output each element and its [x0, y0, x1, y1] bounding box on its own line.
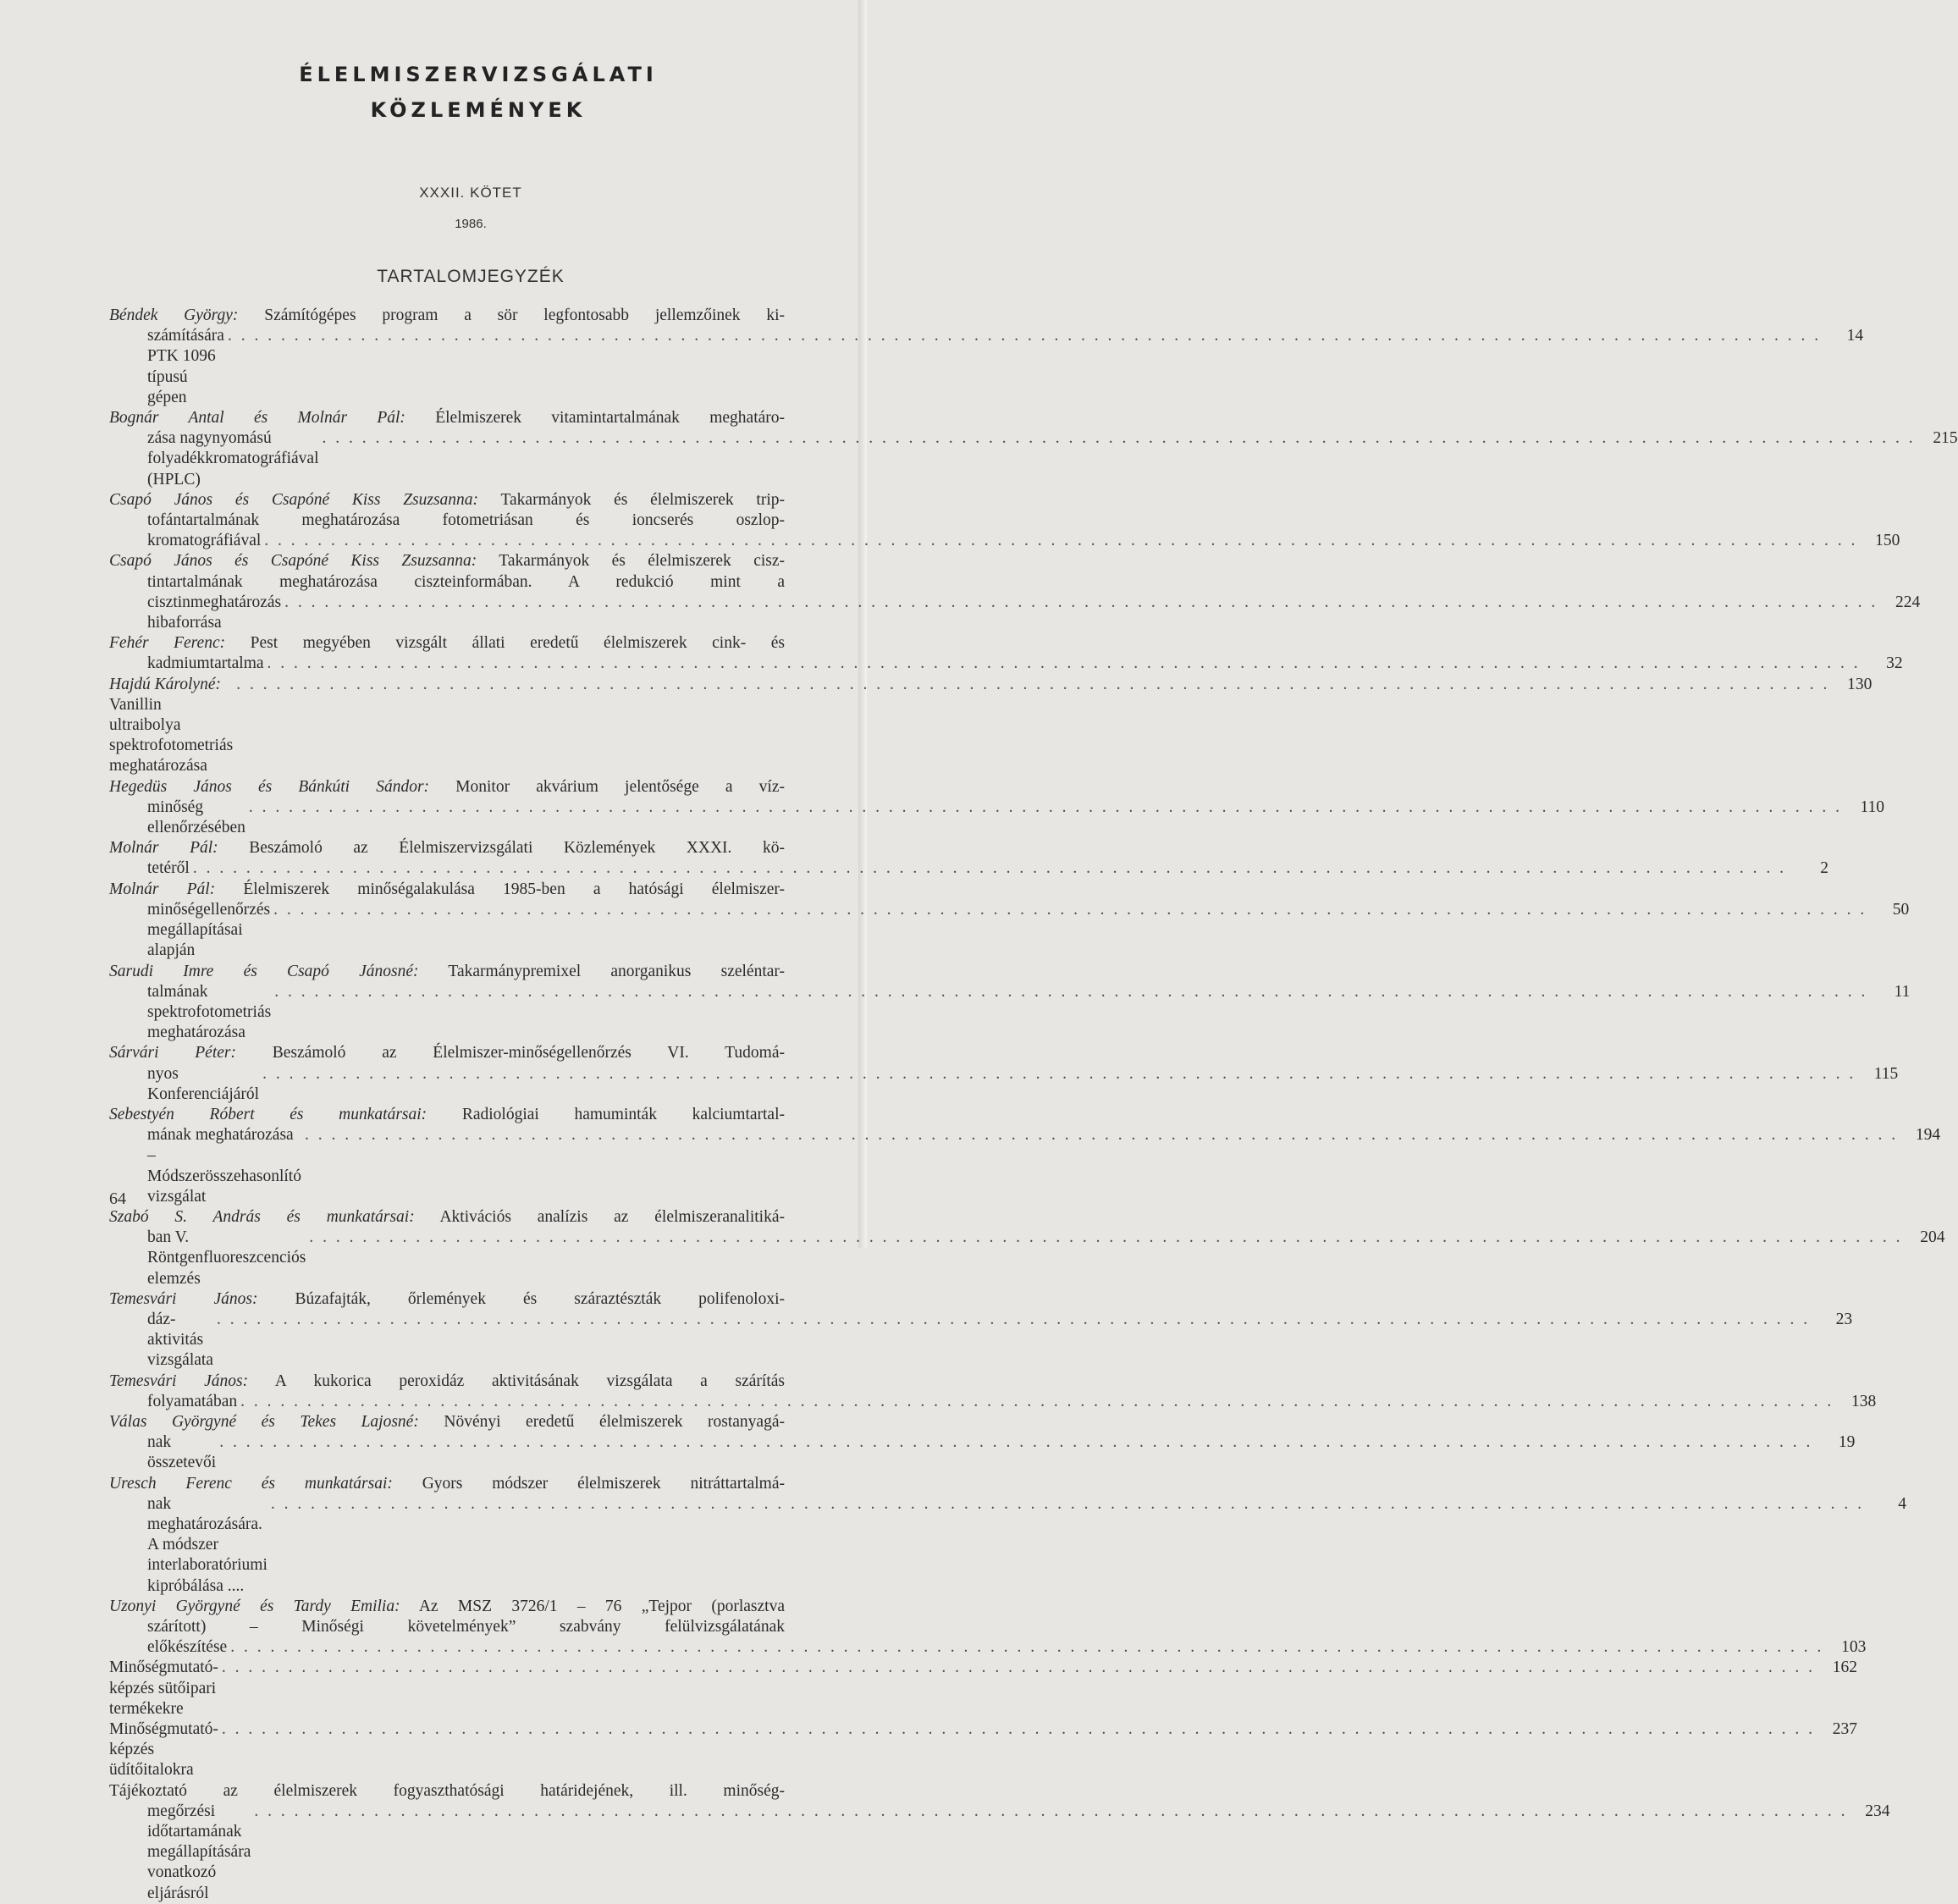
dot-leader: . . . . . . . . . . . . . . . . . . . . . . . . . . . . . . . . . . . . . . . . . . . . . . . . . . . . . . . . . . . . . . . . . . . . . . . . . . . . . . . . . . . . . . . . . . . . . . . . . . . . . . . . . . . . . . . . . . . . . . . . — [236, 675, 1830, 693]
toc-entry — [109, 880, 1910, 962]
toc-entry-line — [109, 777, 847, 797]
entry-title-continuation: tetéről — [147, 859, 190, 878]
entry-title-continuation: nak összetevői — [147, 1433, 217, 1472]
dot-leader: . . . . . . . . . . . . . . . . . . . . . . . . . . . . . . . . . . . . . . . . . . . . . . . . . . . . . . . . . . . . . . . . . . . . . . . . . . . . . . . . . . . . . . . . . . . . . . . . . . . . . . . . . . . . . . . . . . . . . . . . — [219, 1433, 1813, 1452]
toc-entry-line — [109, 1432, 1856, 1473]
dot-leader: . . . . . . . . . . . . . . . . . . . . . . . . . . . . . . . . . . . . . . . . . . . . . . . . . . . . . . . . . . . . . . . . . . . . . . . . . . . . . . . . . . . . . . . . . . . . . . . . . . . . . . . . . . . . . . . . . . . . . . . . — [221, 1658, 1816, 1677]
volume-label: XXXII. KÖTET — [419, 185, 522, 201]
toc-entry-line — [109, 1802, 1890, 1904]
entry-title-continuation: nak meghatározására. A módszer interlaboratóriumi kipróbálása .... — [147, 1494, 268, 1595]
entry-page-number: 138 — [1851, 1392, 1877, 1410]
toc-entry-line — [109, 531, 1900, 551]
dot-leader: . . . . . . . . . . . . . . . . . . . . . . . . . . . . . . . . . . . . . . . . . . . . . . . . . . . . . . . . . . . . . . . . . . . . . . . . . . . . . . . . . . . . . . . . . . . . . . . . . . . . . . . . . . . . . . . . . . . . . . . . — [284, 593, 1878, 611]
toc-entry-line — [109, 1043, 847, 1063]
entry-author: Béndek György: — [109, 306, 239, 324]
entry-title: A kukorica peroxidáz aktivitásának vizsgálata a szárítás — [248, 1371, 786, 1390]
toc-entry — [109, 777, 1884, 839]
entry-page-number: 215 — [1933, 429, 1958, 448]
entry-author: Szabó S. András és munkatársai: — [109, 1207, 415, 1226]
journal-title-line-1: ÉLELMISZERVIZSGÁLATI — [299, 63, 658, 86]
dot-leader: . . . . . . . . . . . . . . . . . . . . . . . . . . . . . . . . . . . . . . . . . . . . . . . . . . . . . . . . . . . . . . . . . . . . . . . . . . . . . . . . . . . . . . . . . . . . . . . . . . . . . . . . . . . . . . . . . . . . . . . . — [216, 1310, 1811, 1328]
dot-leader: . . . . . . . . . . . . . . . . . . . . . . . . . . . . . . . . . . . . . . . . . . . . . . . . . . . . . . . . . . . . . . . . . . . . . . . . . . . . . . . . . . . . . . . . . . . . . . . . . . . . . . . . . . . . . . . . . . . . . . . . — [309, 1228, 1903, 1247]
toc-heading: TARTALOMJEGYZÉK — [377, 267, 565, 286]
entry-title: Minőségmutató-képzés sütőipari termékekre — [109, 1658, 218, 1718]
entry-title: Beszámoló az Élelmiszervizsgálati Közlemények XXXI. kö- — [218, 839, 785, 858]
toc-entry — [109, 962, 1911, 1044]
entry-title-continuation: szárított) – Minőségi követelmények” szabvány felülvizsgálatának — [147, 1618, 785, 1636]
dot-leader: . . . . . . . . . . . . . . . . . . . . . . . . . . . . . . . . . . . . . . . . . . . . . . . . . . . . . . . . . . . . . . . . . . . . . . . . . . . . . . . . . . . . . . . . . . . . . . . . . . . . . . . . . . . . . . . . . . . . . . . . — [221, 1720, 1816, 1739]
entry-page-number: 224 — [1895, 593, 1921, 611]
entry-title: Takarmányok és élelmiszerek trip- — [478, 490, 785, 509]
toc-entry-line — [109, 1392, 1877, 1412]
entry-author: Uzonyi Györgyné és Tardy Emilia: — [109, 1597, 400, 1615]
dot-leader: . . . . . . . . . . . . . . . . . . . . . . . . . . . . . . . . . . . . . . . . . . . . . . . . . . . . . . . . . . . . . . . . . . . . . . . . . . . . . . . . . . . . . . . . . . . . . . . . . . . . . . . . . . . . . . . . . . . . . . . . — [248, 797, 1842, 816]
toc-entry-line — [109, 510, 847, 531]
entry-title-continuation: kromatográfiával — [147, 532, 262, 550]
dot-leader: . . . . . . . . . . . . . . . . . . . . . . . . . . . . . . . . . . . . . . . . . . . . . . . . . . . . . . . . . . . . . . . . . . . . . . . . . . . . . . . . . . . . . . . . . . . . . . . . . . . . . . . . . . . . . . . . . . . . . . . . — [267, 654, 1861, 673]
year-label: 1986. — [455, 217, 487, 231]
toc-entry-line — [109, 982, 1911, 1044]
entry-title: Radiológiai hamuminták kalciumtartal- — [427, 1105, 785, 1123]
toc-entry — [109, 1474, 1906, 1597]
dot-leader: . . . . . . . . . . . . . . . . . . . . . . . . . . . . . . . . . . . . . . . . . . . . . . . . . . . . . . . . . . . . . . . . . . . . . . . . . . . . . . . . . . . . . . . . . . . . . . . . . . . . . . . . . . . . . . . . . . . . . . . . — [274, 982, 1868, 1001]
toc-entry-line — [109, 572, 847, 593]
entry-title-continuation: nyos Konferenciájáról — [147, 1064, 260, 1103]
entry-title-continuation: megőrzési időtartamának megállapítására vonatkozó eljárásról — [147, 1802, 251, 1902]
entry-title: Gyors módszer élelmiszerek nitráttartalmá- — [392, 1474, 786, 1493]
page-number: 64 — [109, 1189, 126, 1208]
entry-title: Beszámoló az Élelmiszer-minőségellenőrzés VI. Tudomá- — [236, 1044, 785, 1062]
entry-author: Csapó János és Csapóné Kiss Zsuzsanna: — [109, 490, 479, 509]
entry-title: Élelmiszerek minőségalakulása 1985-ben a hatósági élelmiszer- — [215, 880, 785, 898]
entry-page-number: 11 — [1894, 982, 1911, 1001]
toc-entry — [109, 675, 1873, 777]
toc-entry — [109, 408, 1958, 490]
entry-title: Élelmiszerek vitamintartalmának meghatáro- — [405, 409, 786, 428]
toc-entry-line — [109, 1064, 1899, 1105]
toc-entry-line — [109, 1125, 1941, 1207]
toc-entry — [109, 306, 1864, 408]
entry-page-number: 4 — [1898, 1494, 1906, 1513]
toc-entry-line — [109, 593, 1921, 633]
dot-leader: . . . . . . . . . . . . . . . . . . . . . . . . . . . . . . . . . . . . . . . . . . . . . . . . . . . . . . . . . . . . . . . . . . . . . . . . . . . . . . . . . . . . . . . . . . . . . . . . . . . . . . . . . . . . . . . . . . . . . . . . — [273, 900, 1867, 919]
entry-author: Sebestyén Róbert és munkatársai: — [109, 1105, 427, 1123]
toc-entry-line — [109, 838, 847, 858]
toc-entry-line — [109, 654, 1903, 674]
toc-entry-line — [109, 880, 847, 900]
toc-entry — [109, 1719, 1858, 1781]
entry-author: Fehér Ferenc: — [109, 634, 226, 653]
entry-title: Pest megyében vizsgált állati eredetű élelmiszerek cink- és — [225, 634, 785, 653]
entry-title: Monitor akvárium jelentősége a víz- — [429, 777, 785, 796]
entry-title: Növényi eredetű élelmiszerek rostanyagá- — [418, 1412, 785, 1431]
entry-title: Számítógépes program a sör legfontosabb jellemzőinek ki- — [238, 306, 785, 324]
entry-author: Hajdú Károlyné: — [109, 675, 221, 693]
entry-page-number: 237 — [1832, 1720, 1858, 1739]
dot-leader: . . . . . . . . . . . . . . . . . . . . . . . . . . . . . . . . . . . . . . . . . . . . . . . . . . . . . . . . . . . . . . . . . . . . . . . . . . . . . . . . . . . . . . . . . . . . . . . . . . . . . . . . . . . . . . . . . . . . . . . . — [230, 1638, 1824, 1657]
entry-author: Molnár Pál: — [109, 880, 216, 898]
entry-title-continuation: folyamatában — [147, 1392, 238, 1410]
dot-leader: . . . . . . . . . . . . . . . . . . . . . . . . . . . . . . . . . . . . . . . . . . . . . . . . . . . . . . . . . . . . . . . . . . . . . . . . . . . . . . . . . . . . . . . . . . . . . . . . . . . . . . . . . . . . . . . . . . . . . . . . — [304, 1126, 1899, 1145]
toc-entry-line — [109, 428, 1958, 490]
toc-entry-line — [109, 858, 1828, 879]
entry-author: Hegedüs János és Bánkúti Sándor: — [109, 777, 430, 796]
toc-entry-line — [109, 306, 847, 326]
toc-entry-line — [109, 962, 847, 982]
toc-entry — [109, 1207, 1945, 1289]
toc-entry-line — [109, 1207, 847, 1228]
entry-page-number: 2 — [1820, 859, 1828, 878]
entry-title: Búzafajták, őrlemények és száraztészták polifenoloxi- — [257, 1289, 785, 1308]
dot-leader: . . . . . . . . . . . . . . . . . . . . . . . . . . . . . . . . . . . . . . . . . . . . . . . . . . . . . . . . . . . . . . . . . . . . . . . . . . . . . . . . . . . . . . . . . . . . . . . . . . . . . . . . . . . . . . . . . . . . . . . . — [262, 1064, 1856, 1083]
entry-title-continuation: számítására PTK 1096 típusú gépen — [147, 327, 224, 406]
toc-entry — [109, 1412, 1856, 1474]
entry-author: Uresch Ferenc és munkatársai: — [109, 1474, 393, 1493]
entry-title: Takarmányok és élelmiszerek cisz- — [477, 552, 785, 571]
toc-entry-line — [109, 1637, 1867, 1658]
entry-title-continuation: tofántartalmának meghatározása fotometriásan és ioncserés oszlop- — [147, 511, 785, 530]
table-of-contents — [109, 306, 1958, 1904]
entry-title: Tájékoztató az élelmiszerek fogyaszthatósági határidejének, ill. minőség- — [109, 1781, 785, 1800]
entry-author: Molnár Pál: — [109, 839, 218, 858]
entry-author: Válas Györgyné és Tekes Lajosné: — [109, 1412, 419, 1431]
entry-author: Temesvári János: — [109, 1289, 258, 1308]
dot-leader: . . . . . . . . . . . . . . . . . . . . . . . . . . . . . . . . . . . . . . . . . . . . . . . . . . . . . . . . . . . . . . . . . . . . . . . . . . . . . . . . . . . . . . . . . . . . . . . . . . . . . . . . . . . . . . . . . . . . . . . . — [192, 859, 1786, 878]
entry-page-number: 130 — [1847, 675, 1873, 693]
toc-entry — [109, 1371, 1877, 1412]
dot-leader: . . . . . . . . . . . . . . . . . . . . . . . . . . . . . . . . . . . . . . . . . . . . . . . . . . . . . . . . . . . . . . . . . . . . . . . . . . . . . . . . . . . . . . . . . . . . . . . . . . . . . . . . . . . . . . . . . . . . . . . . — [264, 532, 1858, 550]
toc-entry-line — [109, 675, 1873, 777]
toc-entry-line — [109, 1310, 1853, 1371]
toc-entry — [109, 1105, 1941, 1207]
toc-entry-line — [109, 1781, 847, 1802]
toc-entry-line — [109, 1474, 847, 1494]
toc-entry-line — [109, 326, 1864, 408]
entry-title-continuation: minőség ellenőrzésében — [147, 797, 245, 837]
entry-author: Sarudi Imre és Csapó Jánosné: — [109, 962, 419, 980]
entry-page-number: 23 — [1835, 1310, 1853, 1328]
dot-leader: . . . . . . . . . . . . . . . . . . . . . . . . . . . . . . . . . . . . . . . . . . . . . . . . . . . . . . . . . . . . . . . . . . . . . . . . . . . . . . . . . . . . . . . . . . . . . . . . . . . . . . . . . . . . . . . . . . . . . . . . — [322, 429, 1916, 448]
entry-title-continuation: zása nagynyomású folyadékkromatográfiával (HPLC) — [147, 429, 319, 488]
entry-title-continuation: ban V. Röntgenfluoreszcenciós elemzés — [147, 1228, 306, 1288]
toc-entry-line — [109, 1597, 847, 1617]
toc-entry — [109, 1658, 1858, 1719]
toc-entry-line — [109, 1371, 847, 1392]
entry-title-continuation: dáz-aktivitás vizsgálata — [147, 1310, 213, 1370]
entry-title-continuation: mának meghatározása – Módszerösszehasonlító vizsgálat — [147, 1126, 301, 1206]
toc-entry-line — [109, 900, 1910, 962]
toc-entry — [109, 838, 1828, 879]
entry-page-number: 115 — [1873, 1064, 1899, 1083]
entry-title: Aktivációs analízis az élelmiszeranalitiká- — [414, 1207, 785, 1226]
entry-title-continuation: tintartalmának meghatározása ciszteinformában. A redukció mint a — [147, 572, 785, 591]
toc-entry-line — [109, 551, 847, 571]
entry-title-continuation: cisztinmeghatározás hibaforrása — [147, 593, 282, 632]
entry-title: Vanillin ultraibolya spektrofotometriás meghatározása — [109, 695, 234, 775]
toc-entry — [109, 633, 1903, 674]
dot-leader: . . . . . . . . . . . . . . . . . . . . . . . . . . . . . . . . . . . . . . . . . . . . . . . . . . . . . . . . . . . . . . . . . . . . . . . . . . . . . . . . . . . . . . . . . . . . . . . . . . . . . . . . . . . . . . . . . . . . . . . . — [227, 327, 1822, 345]
entry-title: Takarmánypremixel anorganikus szeléntar- — [418, 962, 785, 980]
entry-page-number: 110 — [1860, 797, 1884, 816]
toc-entry-line — [109, 1228, 1945, 1289]
toc-entry-line — [109, 1289, 847, 1310]
toc-entry-line — [109, 633, 847, 654]
toc-entry — [109, 1597, 1867, 1658]
toc-entry-line — [109, 797, 1884, 838]
entry-author: Bognár Antal és Molnár Pál: — [109, 409, 405, 428]
entry-title-continuation: minőségellenőrzés megállapításai alapján — [147, 900, 271, 960]
journal-title-line-2: KÖZLEMÉNYEK — [370, 98, 587, 122]
toc-entry — [109, 1289, 1853, 1371]
entry-page-number: 50 — [1892, 900, 1910, 919]
entry-page-number: 162 — [1832, 1658, 1858, 1677]
entry-title-continuation: kadmiumtartalma — [147, 654, 264, 673]
toc-entry-line — [109, 1412, 847, 1432]
entry-page-number: 19 — [1838, 1433, 1856, 1452]
toc-entry-line — [109, 1105, 847, 1125]
toc-entry-line — [109, 1719, 1858, 1781]
entry-page-number: 234 — [1865, 1802, 1890, 1820]
toc-entry — [109, 1043, 1899, 1105]
entry-page-number: 204 — [1920, 1228, 1945, 1247]
toc-entry-line — [109, 1658, 1858, 1719]
entry-author: Sárvári Péter: — [109, 1044, 236, 1062]
toc-entry — [109, 490, 1900, 552]
dot-leader: . . . . . . . . . . . . . . . . . . . . . . . . . . . . . . . . . . . . . . . . . . . . . . . . . . . . . . . . . . . . . . . . . . . . . . . . . . . . . . . . . . . . . . . . . . . . . . . . . . . . . . . . . . . . . . . . . . . . . . . . — [270, 1494, 1864, 1513]
entry-page-number: 103 — [1841, 1638, 1867, 1657]
dot-leader: . . . . . . . . . . . . . . . . . . . . . . . . . . . . . . . . . . . . . . . . . . . . . . . . . . . . . . . . . . . . . . . . . . . . . . . . . . . . . . . . . . . . . . . . . . . . . . . . . . . . . . . . . . . . . . . . . . . . . . . . — [254, 1802, 1848, 1820]
toc-entry — [109, 551, 1921, 633]
toc-entry-line — [109, 1494, 1906, 1597]
entry-author: Temesvári János: — [109, 1371, 249, 1390]
entry-author: Csapó János és Csapóné Kiss Zsuzsanna: — [109, 552, 477, 571]
entry-page-number: 32 — [1886, 654, 1903, 673]
entry-title-continuation: talmának spektrofotometriás meghatározása — [147, 982, 272, 1042]
entry-page-number: 150 — [1875, 532, 1900, 550]
entry-title: Az MSZ 3726/1 – 76 „Tejpor (porlasztva — [400, 1597, 785, 1615]
entry-page-number: 194 — [1915, 1126, 1941, 1145]
entry-title-continuation: előkészítése — [147, 1638, 228, 1657]
entry-title: Minőségmutató-képzés üdítőitalokra — [109, 1720, 218, 1780]
toc-entry — [109, 1781, 1890, 1904]
toc-entry-line — [109, 490, 847, 510]
toc-entry-line — [109, 408, 847, 428]
toc-entry-line — [109, 1617, 847, 1637]
entry-page-number: 14 — [1846, 327, 1864, 345]
dot-leader: . . . . . . . . . . . . . . . . . . . . . . . . . . . . . . . . . . . . . . . . . . . . . . . . . . . . . . . . . . . . . . . . . . . . . . . . . . . . . . . . . . . . . . . . . . . . . . . . . . . . . . . . . . . . . . . . . . . . . . . . — [240, 1392, 1834, 1410]
